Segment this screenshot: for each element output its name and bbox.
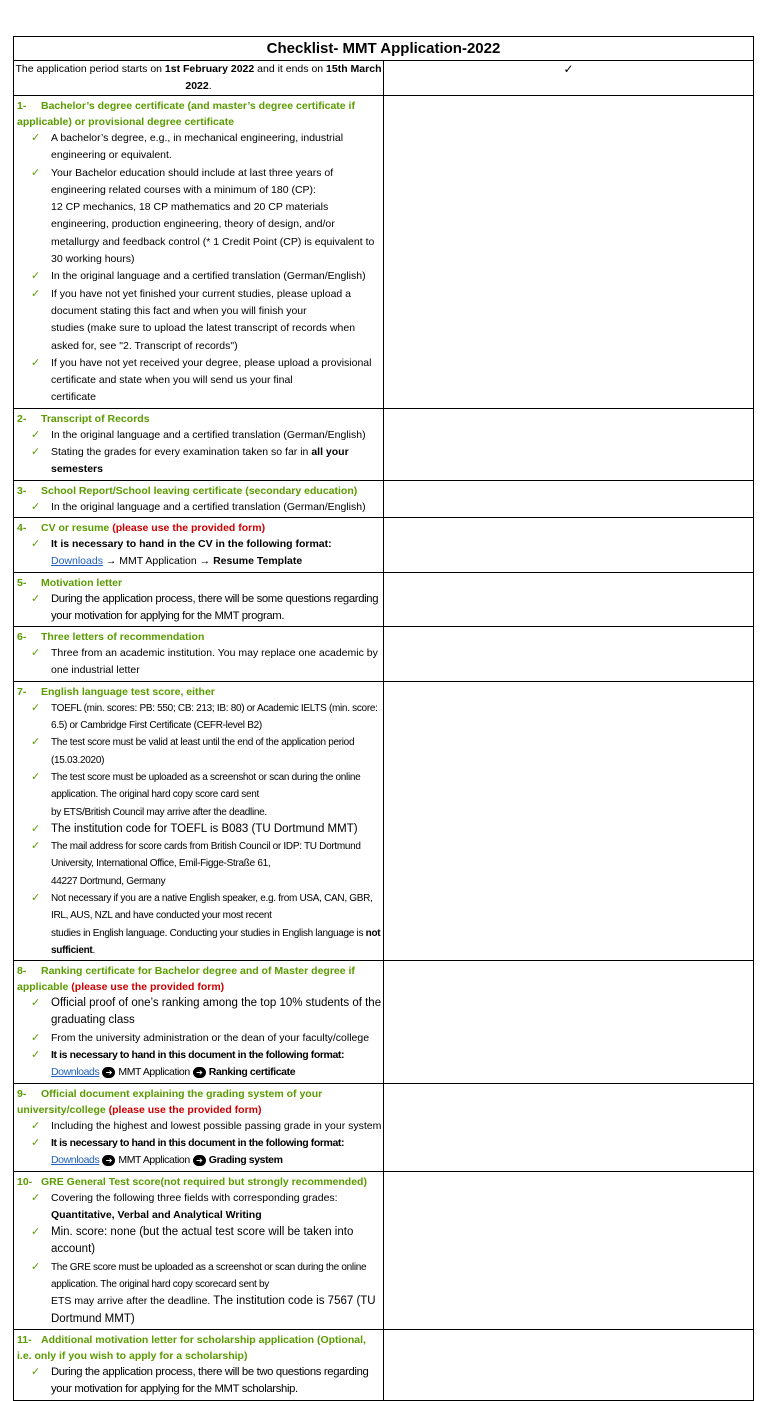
item-text: TOEFL (min. scores: PB: 550; CB: 213; IB: 80) or Academic IELTS (min. score: 6.5) or Cambridge First Certificate (CEFR-level B2): [51, 702, 378, 732]
section-9-content: [14, 1083, 384, 1171]
item-text: 44227 Dortmund, Germany: [51, 875, 166, 887]
item-text: Min. score: none (but the actual test score will be taken into account): [51, 1226, 354, 1256]
list-item-continued: [17, 234, 383, 269]
section-10-content: [14, 1171, 384, 1329]
checkmark-icon: ✓: [31, 446, 41, 459]
requirement-list: [17, 1190, 383, 1328]
item-text: Three from an academic institution. You may replace one academic by one industrial letter: [51, 647, 378, 677]
requirement-list: [17, 995, 383, 1081]
item-text: It is necessary to hand in this document in the following format:: [51, 1049, 345, 1062]
path-segment: MMT Application: [118, 1154, 190, 1167]
section-3-content: [14, 480, 384, 517]
checkmark-icon: ✓: [31, 1119, 41, 1132]
section-9-checkbox[interactable]: [384, 1083, 754, 1171]
list-item-continued: [17, 804, 383, 821]
section-heading: [17, 483, 383, 499]
requirement-list: [17, 700, 383, 959]
item-text: In the original language and a certified translation (German/English): [51, 428, 366, 441]
form-required-note: (please use the provided form): [71, 981, 225, 994]
section-1: [14, 96, 754, 409]
checklist-table: [13, 36, 754, 1401]
list-item: [17, 1030, 383, 1047]
section-6-content: [14, 627, 384, 682]
section-7: [14, 681, 754, 960]
checkmark-icon: ✓: [31, 287, 41, 300]
list-item: [17, 700, 383, 735]
section-number: 11-: [17, 1333, 32, 1346]
checkmark-icon: ✓: [31, 1031, 41, 1044]
requirement-list: [17, 536, 383, 571]
checkmark-icon: ✓: [31, 1191, 41, 1204]
section-3: [14, 480, 754, 517]
arrow-circle-icon: ➔: [193, 1155, 206, 1166]
list-item: [17, 1224, 383, 1259]
section-2-content: [14, 408, 384, 480]
checkmark-icon: ✓: [31, 132, 41, 144]
list-item: [17, 890, 383, 925]
list-item-continued: [17, 925, 383, 960]
downloads-link[interactable]: Downloads: [51, 555, 103, 568]
section-8-checkbox[interactable]: [384, 961, 754, 1083]
checkmark-icon: ✓: [31, 500, 41, 513]
checkmark-icon: ✓: [31, 1049, 40, 1062]
section-number: 1-: [17, 100, 27, 112]
section-10: [14, 1171, 754, 1329]
downloads-link[interactable]: Downloads: [51, 1066, 100, 1079]
checkmark-icon: ✓: [31, 592, 40, 605]
checkmark-icon: ✓: [31, 822, 41, 835]
period-end: 15th March 2022: [185, 63, 382, 92]
item-text: The GRE score must be uploaded as a screenshot or scan during the online application. The original hard copy scorecard sent by: [51, 1261, 367, 1291]
section-title: School Report/School leaving certificate (secondary education): [41, 484, 358, 497]
period-text-post: .: [208, 80, 212, 92]
item-emphasis: Quantitative, Verbal and Analytical Writing: [51, 1208, 262, 1221]
item-text: If you have not yet finished your current studies, please upload a document stating this fact and when you will finish your: [51, 287, 352, 317]
path-segment-final: Grading system: [208, 1154, 283, 1167]
section-11-content: [14, 1329, 384, 1400]
item-text: It is necessary to hand in this document in the following format:: [51, 1136, 345, 1149]
list-item: [17, 645, 383, 680]
list-item: [17, 1135, 383, 1170]
list-item: [17, 165, 383, 200]
requirement-list: [17, 1118, 383, 1170]
form-required-note: (please use the provided form): [112, 521, 266, 534]
list-item-continued: [17, 389, 383, 406]
checkmark-icon: ✓: [31, 1226, 41, 1239]
list-item: [17, 1047, 383, 1082]
path-segment: MMT Application: [119, 555, 197, 568]
item-text: The test score must be uploaded as a screenshot or scan during the online application. The original hard copy score card sent: [51, 771, 361, 801]
item-text: Official proof of one’s ranking among the top 10% students of the graduating class: [51, 997, 382, 1027]
section-title: Bachelor’s degree certificate (and master’s degree certificate if applicable) or provisional degree certificate: [17, 100, 355, 128]
list-item: [17, 536, 383, 571]
list-item: [17, 1259, 383, 1294]
list-item: [17, 355, 383, 390]
section-6-checkbox[interactable]: [384, 627, 754, 682]
section-number: 2-: [17, 412, 27, 425]
section-7-checkbox[interactable]: [384, 681, 754, 960]
section-8-content: [14, 961, 384, 1083]
item-text: In the original language and a certified translation (German/English): [51, 500, 366, 513]
list-item: [17, 1190, 383, 1225]
period-text-pre: The application period starts on: [15, 63, 165, 75]
period-checkbox[interactable]: ✓: [384, 61, 754, 96]
list-item: [17, 769, 383, 804]
section-title: Motivation letter: [41, 576, 123, 589]
item-text: certificate: [51, 391, 96, 404]
item-emphasis: not sufficient: [51, 927, 381, 956]
requirement-list: [17, 591, 383, 626]
section-heading: [17, 98, 383, 130]
checkmark-icon: ✓: [31, 270, 41, 283]
checkmark-icon: ✓: [31, 770, 40, 783]
section-number: 9-: [17, 1087, 27, 1100]
section-title: Three letters of recommendation: [41, 631, 205, 644]
section-title: CV or resume: [41, 521, 113, 534]
list-item: [17, 286, 383, 321]
item-emphasis: all your semesters: [51, 446, 349, 476]
item-text: The mail address for score cards from British Council or IDP: TU Dortmund University, International Office, Emil-Figge-Straße 61,: [51, 841, 361, 870]
period-start: 1st February 2022: [164, 63, 255, 75]
list-item: [17, 1364, 383, 1399]
item-text-end: .: [92, 944, 95, 956]
item-text: During the application process, there will be two questions regarding your motivation for applying for the MMT scholarship.: [51, 1365, 369, 1396]
arrow-circle-icon: ➔: [102, 1067, 115, 1078]
form-required-note: (please use the provided form): [108, 1103, 262, 1116]
section-4-content: [14, 517, 384, 572]
section-heading: [17, 1086, 383, 1118]
list-item-continued: [17, 1293, 383, 1328]
application-period: [14, 61, 384, 96]
arrow-icon: →: [105, 555, 117, 568]
section-number: 6-: [17, 631, 27, 644]
section-9: [14, 1083, 754, 1171]
list-item-continued: [17, 199, 383, 234]
list-item: [17, 591, 383, 626]
item-text: studies in English language. Conducting your studies in English language is: [51, 927, 366, 939]
section-title: Official document explaining the grading system of your university/college: [17, 1087, 323, 1116]
section-heading: [17, 963, 383, 995]
section-heading: [17, 684, 383, 700]
list-item: [17, 444, 383, 479]
item-text: If you have not yet received your degree, please upload a provisional certificate and state when you will send us your final: [51, 356, 372, 387]
section-11: [14, 1329, 754, 1400]
item-text: It is necessary to hand in the CV in the following format:: [51, 537, 332, 550]
requirement-list: [17, 427, 383, 479]
period-text-mid: and it ends on: [254, 63, 327, 75]
section-1-checkbox[interactable]: [384, 96, 754, 409]
requirement-list: [17, 645, 383, 680]
checkmark-icon: ✓: [31, 428, 41, 441]
downloads-link[interactable]: Downloads: [51, 1154, 100, 1167]
list-item: [17, 130, 383, 165]
checklist-sheet: [13, 36, 754, 1401]
section-4: [14, 517, 754, 572]
section-heading: [17, 575, 383, 591]
section-title: English language test score, either: [41, 685, 215, 698]
path-segment-final: Resume Template: [213, 555, 303, 568]
item-text-end: The institution code is 7567 (TU Dortmund MMT): [51, 1295, 376, 1325]
arrow-icon: →: [199, 555, 211, 568]
item-text: Stating the grades for every examination taken so far in: [51, 446, 312, 459]
section-5: [14, 572, 754, 627]
list-item-continued: [17, 873, 383, 890]
section-7-content: [14, 681, 384, 960]
section-11-checkbox[interactable]: [384, 1329, 754, 1400]
page-title: Checklist- MMT Application-2022: [14, 37, 754, 61]
section-title: GRE General Test score(not required but strongly recommended): [41, 1175, 367, 1188]
item-text: In the original language and a certified translation (German/English): [51, 270, 366, 283]
checkmark-icon: ✓: [31, 647, 41, 660]
section-10-checkbox[interactable]: [384, 1171, 754, 1329]
arrow-circle-icon: ➔: [102, 1155, 115, 1166]
section-2-checkbox[interactable]: [384, 408, 754, 480]
section-8: [14, 961, 754, 1083]
list-item: [17, 499, 383, 516]
item-text: The test score must be valid at least until the end of the application period (15.03.2020): [51, 737, 355, 766]
section-number: 7-: [17, 685, 27, 698]
requirement-list: [17, 499, 383, 516]
item-text: Including the highest and lowest possible passing grade in your system: [51, 1119, 382, 1132]
section-2: [14, 408, 754, 480]
item-text: From the university administration or the dean of your faculty/college: [51, 1031, 370, 1044]
list-item: [17, 838, 383, 873]
item-text: ETS may arrive after the deadline.: [51, 1295, 214, 1308]
section-heading: [17, 1332, 383, 1364]
checkmark-icon: ✓: [31, 166, 41, 179]
requirement-list: [17, 130, 383, 407]
item-text: Your Bachelor education should include at last three years of engineering related courses with a minimum of 180 (CP):: [51, 166, 334, 196]
section-5-content: [14, 572, 384, 627]
item-text: metallurgy and feedback control (* 1 Credit Point (CP) is equivalent to 30 working hours): [51, 235, 375, 266]
section-title: Additional motivation letter for scholarship application (Optional, i.e. only if you wish to apply for a scholarship): [17, 1333, 366, 1362]
section-1-content: [14, 96, 384, 409]
checkmark-icon: ✓: [31, 1136, 40, 1149]
section-3-checkbox[interactable]: [384, 480, 754, 517]
requirement-list: [17, 1364, 383, 1399]
section-title: Ranking certificate for Bachelor degree and of Master degree if applicable: [17, 965, 355, 994]
section-number: 8-: [17, 965, 27, 978]
list-item-continued: [17, 320, 383, 355]
section-number: 4-: [17, 521, 27, 534]
item-text: by ETS/British Council may arrive after the deadline.: [51, 806, 267, 818]
list-item: [17, 821, 383, 838]
list-item: [17, 734, 383, 769]
item-text: During the application process, there will be some questions regarding your motivation for applying for the MMT program.: [51, 592, 379, 622]
arrow-circle-icon: ➔: [193, 1067, 206, 1078]
item-text: 12 CP mechanics, 18 CP mathematics and 20 CP materials engineering, production engineering, theory of design, and/or: [51, 201, 335, 231]
item-text: studies (make sure to upload the latest transcript of records when asked for, see "2. Transcript of records"): [51, 322, 356, 352]
section-6: [14, 627, 754, 682]
path-segment-final: Ranking certificate: [208, 1066, 296, 1079]
checkmark-icon: ✓: [31, 537, 41, 550]
section-number: 5-: [17, 576, 27, 589]
section-heading: [17, 411, 383, 427]
checkmark-icon: ✓: [31, 701, 40, 714]
item-text: Not necessary if you are a native English speaker, e.g. from USA, CAN, GBR, IRL, AUS, NZL and have conducted your most recent: [51, 892, 373, 922]
section-number: 3-: [17, 484, 27, 497]
item-text: A bachelor’s degree, e.g., in mechanical engineering, industrial engineering or equivalent.: [51, 132, 344, 162]
section-title: Transcript of Records: [41, 412, 150, 425]
path-segment: MMT Application: [118, 1066, 190, 1079]
section-number: 10-: [17, 1175, 33, 1188]
checkmark-icon: ✓: [31, 997, 41, 1010]
list-item: [17, 995, 383, 1030]
list-item: [17, 427, 383, 444]
checkmark-icon: ✓: [31, 736, 40, 749]
checkmark-icon: ✓: [31, 1365, 40, 1378]
section-heading: [17, 629, 383, 645]
section-4-checkbox[interactable]: [384, 517, 754, 572]
section-heading: [17, 520, 383, 536]
checkmark-icon: ✓: [31, 891, 40, 904]
checkmark-icon: ✓: [31, 1260, 40, 1273]
item-text: The institution code for TOEFL is B083 (TU Dortmund MMT): [51, 822, 358, 835]
list-item: [17, 1118, 383, 1135]
list-item: [17, 268, 383, 285]
checkmark-icon: ✓: [31, 356, 41, 369]
checkmark-icon: ✓: [31, 840, 40, 853]
section-5-checkbox[interactable]: [384, 572, 754, 627]
section-heading: [17, 1174, 383, 1190]
item-text: Covering the following three fields with corresponding grades:: [51, 1191, 338, 1204]
